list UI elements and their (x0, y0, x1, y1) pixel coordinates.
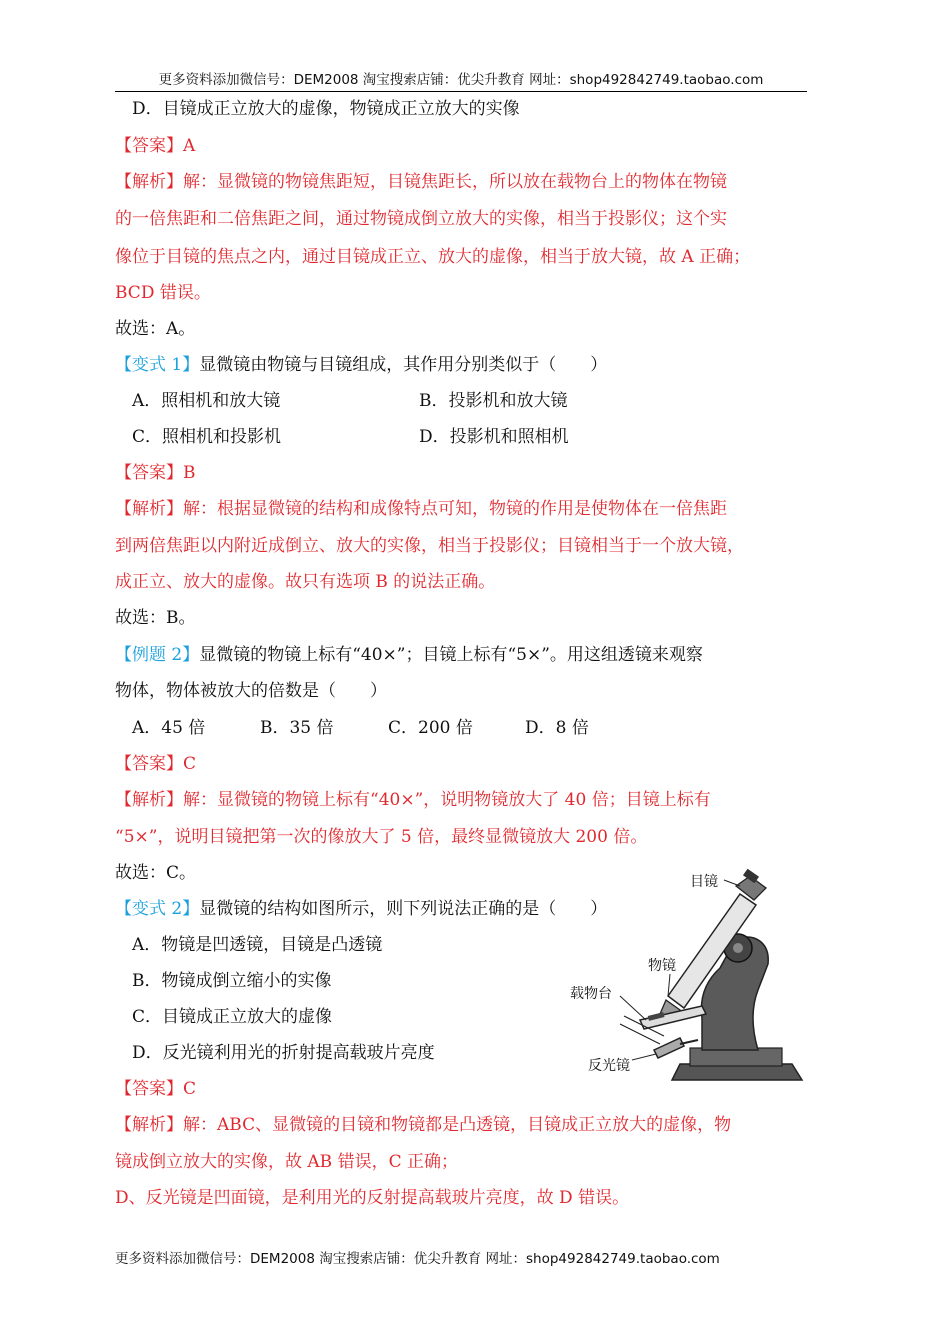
option-d: D．投影机和照相机 (419, 427, 569, 447)
question-line (115, 644, 703, 666)
question-tag: 【变式 1】 (115, 355, 200, 375)
answer-value: A (183, 136, 196, 156)
leader-eyepiece (724, 880, 740, 886)
question-text: 显微镜的结构如图所示，则下列说法正确的是（ ） (199, 899, 608, 919)
analysis-tag: 【解析】 (115, 1115, 183, 1135)
analysis-line: BCD 错误。 (115, 283, 211, 303)
analysis-text: 解：根据显微镜的结构和成像特点可知，物镜的作用是使物体在一倍焦距 (183, 499, 727, 519)
analysis-tag: 【解析】 (115, 499, 183, 519)
question-tag: 【变式 2】 (115, 899, 200, 919)
answer-value: B (183, 463, 196, 483)
option-c: C．照相机和投影机 (132, 427, 282, 447)
question-line (115, 898, 607, 920)
question-line: 物体，物体被放大的倍数是（ ） (115, 681, 387, 701)
answer-line (115, 1078, 196, 1100)
choose-line: 故选：C。 (115, 863, 197, 883)
analysis-tag: 【解析】 (115, 790, 183, 810)
option-b: B．投影机和放大镜 (419, 391, 568, 411)
leader-mirror (632, 1054, 656, 1060)
page-footer: 更多资料添加微信号：DEM2008 淘宝搜索店铺：优尖升教育 网址：shop492842749.taobao.com (115, 1251, 720, 1267)
analysis-line (115, 789, 711, 811)
choose-line: 故选：A。 (115, 319, 196, 339)
analysis-line: 的一倍焦距和二倍焦距之间，通过物镜成倒立放大的实像，相当于投影仪；这个实 (115, 209, 727, 229)
analysis-line: D、反光镜是凹面镜，是利用光的反射提高载玻片亮度，故 D 错误。 (115, 1188, 630, 1208)
question-text: 显微镜由物镜与目镜组成，其作用分别类似于（ ） (199, 355, 608, 375)
option-d: D．8 倍 (525, 718, 589, 738)
answer-line (115, 135, 195, 157)
question-line (115, 354, 607, 376)
label-objective: 物镜 (648, 958, 676, 974)
analysis-text: 解：显微镜的物镜上标有“40×”，说明物镜放大了 40 倍；目镜上标有 (183, 790, 711, 810)
analysis-line: 像位于目镜的焦点之内，通过目镜成正立、放大的虚像，相当于放大镜，故 A 正确； (115, 247, 751, 267)
label-mirror: 反光镜 (588, 1058, 630, 1074)
answer-tag: 【答案】 (115, 1079, 183, 1099)
analysis-line: “5×”，说明目镜把第一次的像放大了 5 倍，最终显微镜放大 200 倍。 (115, 827, 648, 847)
option-d: D．反光镜利用光的折射提高载玻片亮度 (132, 1043, 435, 1063)
option-d: D．目镜成正立放大的虚像，物镜成正立放大的实像 (132, 99, 520, 119)
option-a: A．物镜是凹透镜，目镜是凸透镜 (132, 935, 383, 955)
analysis-line (115, 1114, 731, 1136)
analysis-line: 到两倍焦距以内附近成倒立、放大的实像，相当于投影仪；目镜相当于一个放大镜， (115, 536, 744, 556)
analysis-line: 镜成倒立放大的实像，故 AB 错误，C 正确； (115, 1152, 458, 1172)
analysis-line: 成正立、放大的虚像。故只有选项 B 的说法正确。 (115, 572, 496, 592)
microscope-figure (562, 868, 812, 1090)
analysis-text: 解：显微镜的物镜焦距短，目镜焦距长，所以放在载物台上的物体在物镜 (183, 172, 727, 192)
analysis-tag: 【解析】 (115, 172, 183, 192)
option-c: C．200 倍 (388, 718, 473, 738)
focus-knob-center (733, 943, 743, 953)
answer-tag: 【答案】 (115, 754, 183, 774)
answer-value: C (183, 1079, 197, 1099)
analysis-line (115, 171, 727, 193)
label-eyepiece: 目镜 (690, 874, 718, 890)
option-b: B．35 倍 (260, 718, 334, 738)
option-a: A．照相机和放大镜 (132, 391, 281, 411)
reflector-mirror (654, 1038, 684, 1058)
answer-tag: 【答案】 (115, 136, 183, 156)
option-c: C．目镜成正立放大的虚像 (132, 1007, 333, 1027)
label-stage: 载物台 (570, 986, 612, 1002)
question-text: 显微镜的物镜上标有“40×”；目镜上标有“5×”。用这组透镜来观察 (199, 645, 703, 665)
analysis-line (115, 498, 727, 520)
page-header: 更多资料添加微信号：DEM2008 淘宝搜索店铺：优尖升教育 网址：shop492842749.taobao.com (115, 68, 807, 92)
answer-value: C (183, 754, 197, 774)
option-b: B．物镜成倒立缩小的实像 (132, 971, 332, 991)
analysis-text: 解：ABC、显微镜的目镜和物镜都是凸透镜，目镜成正立放大的虚像，物 (183, 1115, 732, 1135)
choose-line: 故选：B。 (115, 608, 196, 628)
answer-line (115, 753, 196, 775)
question-tag: 【例题 2】 (115, 645, 200, 665)
answer-tag: 【答案】 (115, 463, 183, 483)
answer-line (115, 462, 196, 484)
option-a: A．45 倍 (132, 718, 206, 738)
